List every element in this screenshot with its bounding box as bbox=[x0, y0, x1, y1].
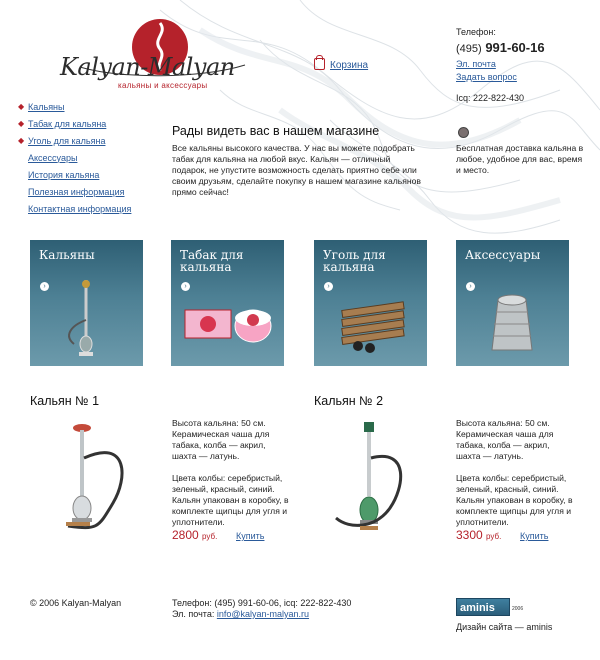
phone-main: 991-60-16 bbox=[485, 40, 545, 55]
price-currency: руб. bbox=[202, 532, 218, 541]
category-tile-tobacco[interactable] bbox=[171, 240, 284, 366]
hookah-image bbox=[30, 240, 143, 366]
category-title: Табак для кальяна bbox=[180, 248, 244, 274]
product-price bbox=[172, 528, 217, 542]
arrow-icon: › bbox=[466, 282, 475, 291]
category-tile-hookahs[interactable] bbox=[30, 240, 143, 366]
product-desc-specs: Высота кальяна: 50 см. Керамическая чаша для табака, колба — акрил, шахта — латунь. bbox=[172, 418, 270, 461]
price-value: 2800 bbox=[172, 528, 199, 542]
product-price bbox=[456, 528, 501, 542]
sidebar-item-hookahs[interactable] bbox=[18, 98, 131, 115]
phone-number bbox=[456, 39, 545, 58]
product-desc-colors: Цвета колбы: серебристый, зеленый, красный, синий. Кальян упакован в коробку, в комплекте щипцы для угля и уплотнители. bbox=[456, 473, 573, 527]
product-image-hookah-2 bbox=[330, 418, 440, 538]
icq-number: Icq: 222-822-430 bbox=[456, 93, 525, 103]
sidebar-item-accessories[interactable] bbox=[18, 149, 131, 166]
sidebar-item-contacts[interactable] bbox=[18, 200, 131, 217]
phone-label: Телефон: bbox=[456, 27, 496, 37]
sidebar-item-coal[interactable] bbox=[18, 132, 131, 149]
intro-text: Все кальяны высокого качества. У нас вы можете подобрать табак для кальяна на любой вкус. Кальян — отличный подарок, не упустите возможность сделать приятно себе или своим друзьям, сделайте покупку в нашем магазине кальянов прямо сейчас! bbox=[172, 143, 421, 197]
buy-button[interactable]: Купить bbox=[520, 531, 549, 541]
product-title[interactable]: Кальян № 1 bbox=[30, 394, 100, 408]
sidebar-item-history[interactable] bbox=[18, 166, 131, 183]
category-title: Уголь для кальяна bbox=[323, 248, 386, 274]
product-title[interactable]: Кальян № 2 bbox=[314, 394, 384, 408]
sidebar-item-label[interactable]: Кальяны bbox=[28, 101, 65, 112]
price-currency: руб. bbox=[486, 532, 502, 541]
buy-button[interactable]: Купить bbox=[236, 531, 265, 541]
product-description bbox=[172, 418, 290, 528]
logo[interactable] bbox=[60, 15, 250, 95]
footer-contacts bbox=[172, 598, 351, 620]
footer-email-link[interactable]: info@kalyan-malyan.ru bbox=[216, 609, 310, 619]
page-title: Рады видеть вас в нашем магазине bbox=[172, 124, 380, 138]
sidebar-item-label[interactable]: Полезная информация bbox=[28, 186, 125, 197]
header-contacts bbox=[456, 26, 545, 105]
product-desc-colors: Цвета колбы: серебристый, зеленый, красный, синий. Кальян упакован в коробку, в комплекте щипцы для угля и уплотнители. bbox=[172, 473, 289, 527]
sidebar-item-label[interactable]: Табак для кальяна bbox=[28, 118, 107, 129]
bullet-icon: ◆ bbox=[18, 101, 25, 111]
product-image-hookah-1 bbox=[58, 418, 168, 538]
delivery-text: Бесплатная доставка кальяна в любое, удобное для вас, время и место. bbox=[456, 143, 584, 175]
email-link[interactable]: Эл. почта bbox=[456, 59, 496, 69]
logo-title: Kalyan-Malyan bbox=[60, 53, 235, 81]
sidebar-item-label[interactable]: История кальяна bbox=[28, 169, 100, 180]
price-value: 3300 bbox=[456, 528, 483, 542]
sidebar-item-useful-info[interactable] bbox=[18, 183, 131, 200]
category-title: Аксессуары bbox=[465, 248, 541, 262]
design-credit: Дизайн сайта — aminis bbox=[456, 622, 553, 632]
aminis-year: 2006 bbox=[512, 606, 524, 612]
product-desc-specs: Высота кальяна: 50 см. Керамическая чаша для табака, колба — акрил, шахта — латунь. bbox=[456, 418, 554, 461]
delivery-icon bbox=[458, 127, 469, 138]
accessory-image bbox=[456, 240, 569, 366]
cart-label[interactable]: Корзина bbox=[330, 60, 369, 71]
aminis-badge[interactable]: aminis bbox=[456, 598, 510, 616]
sidebar-nav bbox=[18, 98, 131, 217]
footer-phone-icq: Телефон: (495) 991-60-06, icq: 222-822-430 bbox=[172, 598, 352, 608]
sidebar-item-label[interactable]: Аксессуары bbox=[28, 152, 78, 163]
ask-question-link[interactable]: Задать вопрос bbox=[456, 72, 517, 82]
bullet-icon: ◆ bbox=[18, 135, 25, 145]
phone-code: (495) bbox=[456, 43, 482, 55]
copyright: © 2006 Kalyan-Malyan bbox=[30, 598, 122, 608]
category-title: Кальяны bbox=[39, 248, 95, 262]
sidebar-item-label[interactable]: Уголь для кальяна bbox=[28, 135, 106, 146]
bullet-icon: ◆ bbox=[18, 118, 25, 128]
product-description bbox=[456, 418, 574, 528]
logo-subtitle: кальяны и аксессуары bbox=[118, 81, 208, 90]
cart-icon bbox=[314, 58, 325, 70]
category-tile-coal[interactable] bbox=[314, 240, 427, 366]
cart-link[interactable] bbox=[314, 58, 368, 71]
category-tile-accessories[interactable] bbox=[456, 240, 569, 366]
footer-email-label: Эл. почта: bbox=[172, 609, 215, 619]
coal-image bbox=[314, 240, 427, 366]
arrow-icon: › bbox=[181, 282, 190, 291]
tobacco-image bbox=[171, 240, 284, 366]
sidebar-item-tobacco[interactable] bbox=[18, 115, 131, 132]
arrow-icon: › bbox=[40, 282, 49, 291]
sidebar-item-label[interactable]: Контактная информация bbox=[28, 203, 132, 214]
arrow-icon: › bbox=[324, 282, 333, 291]
